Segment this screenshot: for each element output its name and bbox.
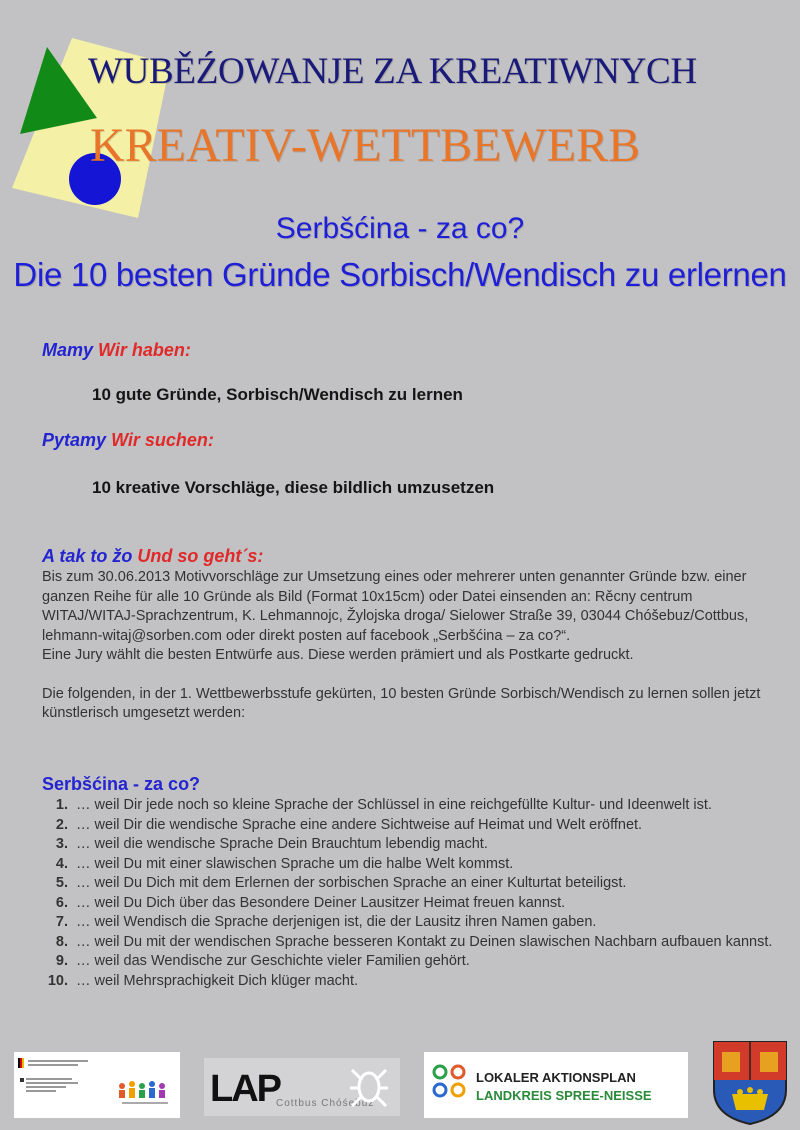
list-item (38, 933, 773, 953)
aktionsplan-logo-icon (430, 1062, 470, 1106)
list-item-number: 10. (47, 972, 68, 989)
have-sorbian-label: Mamy (42, 340, 94, 360)
sponsor-logo-aktionsplan (424, 1052, 688, 1118)
list-item-number: 8. (55, 933, 68, 950)
how-instructions (42, 568, 772, 724)
seek-sorbian-label: Pytamy (42, 430, 107, 450)
list-item-text: … weil Mehrsprachigkeit Dich klüger macht. (76, 972, 359, 989)
list-item (38, 894, 773, 914)
decorative-shapes-logo (0, 0, 180, 230)
section-seek-heading (42, 430, 214, 451)
ministry-logo-graphic (14, 1052, 180, 1118)
list-item (38, 816, 773, 836)
aktionsplan-line-2: LANDKREIS SPREE-NEISSE (476, 1088, 652, 1103)
list-item-number: 2. (55, 816, 68, 833)
coat-of-arms-icon (710, 1038, 790, 1126)
scorpion-crest-icon (342, 1062, 396, 1112)
have-text: 10 gute Gründe, Sorbisch/Wendisch zu lernen (92, 385, 463, 404)
title-sorbian: WUBĚŹOWANJE ZA KREATIWNYCH (88, 51, 697, 92)
list-item-number: 1. (55, 797, 68, 813)
list-item-text: … weil Du mit der wendischen Sprache besseren Kontakt zu Deinen slawischen Nachbarn aufbauen kannst. (76, 933, 773, 950)
reasons-list (38, 796, 773, 991)
how-german-label: Und so geht´s: (137, 546, 264, 566)
list-item-text: … weil Dir jede noch so kleine Sprache der Schlüssel in eine reichgefüllte Kultur- und Ideenwelt ist. (76, 797, 712, 813)
list-item-number: 6. (55, 894, 68, 911)
list-item-number: 3. (55, 836, 68, 852)
list-item-number: 9. (55, 953, 68, 969)
seek-text: 10 kreative Vorschläge, diese bildlich umzusetzen (92, 478, 495, 497)
lap-logo-text: LAP (210, 1068, 280, 1110)
list-item (38, 874, 773, 894)
list-item-text: … weil Du Dich mit dem Erlernen der sorbischen Sprache an einer Kulturtat beteiligst. (76, 875, 627, 891)
list-item (38, 952, 773, 972)
list-item-text: … weil Dir die wendische Sprache eine andere Sichtweise auf Heimat und Welt eröffnet. (76, 816, 643, 833)
list-item (38, 855, 773, 875)
list-item (38, 972, 773, 992)
sponsor-logo-lap-cottbus (204, 1058, 400, 1116)
have-german-label: Wir haben: (98, 340, 191, 360)
lap-city-name: Cottbus Chóśebuz (276, 1098, 375, 1109)
section-have-heading (42, 340, 191, 361)
list-item-text: … weil Du mit einer slawischen Sprache um die halbe Welt kommst. (76, 855, 514, 872)
how-paragraph-2: Eine Jury wählt die besten Entwürfe aus. Diese werden prämiert und als Postkarte gedruckt. (42, 647, 634, 663)
how-paragraph-3: Die folgenden, in der 1. Wettbewerbsstufe gekürten, 10 besten Gründe Sorbisch/Wendisch zu lernen sollen jetzt künstlerisch umgesetzt werden: (42, 685, 761, 721)
list-item (38, 913, 773, 933)
seek-german-label: Wir suchen: (111, 430, 214, 450)
reasons-list-title: Serbšćina - za co? (42, 774, 201, 794)
list-item-number: 4. (55, 855, 68, 872)
subtitle-question: Serbšćina - za co? (275, 212, 525, 245)
people-figures-icon (119, 1081, 165, 1098)
title-german: KREATIV-WETTBEWERB (90, 119, 641, 172)
list-item (38, 796, 773, 816)
list-item-text: … weil das Wendische zur Geschichte vieler Familien gehört. (76, 953, 470, 969)
how-paragraph-1: Bis zum 30.06.2013 Motivvorschläge zur Umsetzung eines oder mehrerer unten genannter Gründe bzw. einer ganzen Reihe für alle 10 Gründe als Bild (Format 10x15cm) oder Datei einsenden an: Rěcny centrum WITAJ/WITAJ-Sprachzentrum, K. Lehmannojc, Žylojska droga/ Sielower Straße 39, 03044 Chóšebuz/Cottbus, lehmann-witaj@sorben.com oder direkt posten auf facebook „Serbšćina – za co?“. (42, 569, 749, 644)
list-item-text: … weil Wendisch die Sprache derjenigen ist, die der Lausitz ihren Namen gaben. (76, 914, 597, 930)
section-how-heading (42, 546, 263, 567)
aktionsplan-line-1: LOKALER AKTIONSPLAN (476, 1070, 636, 1085)
list-item-text: … weil die wendische Sprache Dein Brauchtum lebendig macht. (76, 836, 488, 852)
list-item (38, 835, 773, 855)
subtitle-reasons: Die 10 besten Gründe Sorbisch/Wendisch zu erlernen (13, 256, 787, 293)
list-item-text: … weil Du Dich über das Besondere Deiner Lausitzer Heimat freuen kannst. (76, 894, 566, 911)
how-sorbian-label: A tak to žo (42, 546, 133, 566)
list-item-number: 7. (55, 914, 68, 930)
sponsor-logo-federal-ministry (14, 1052, 180, 1118)
list-item-number: 5. (55, 875, 68, 891)
